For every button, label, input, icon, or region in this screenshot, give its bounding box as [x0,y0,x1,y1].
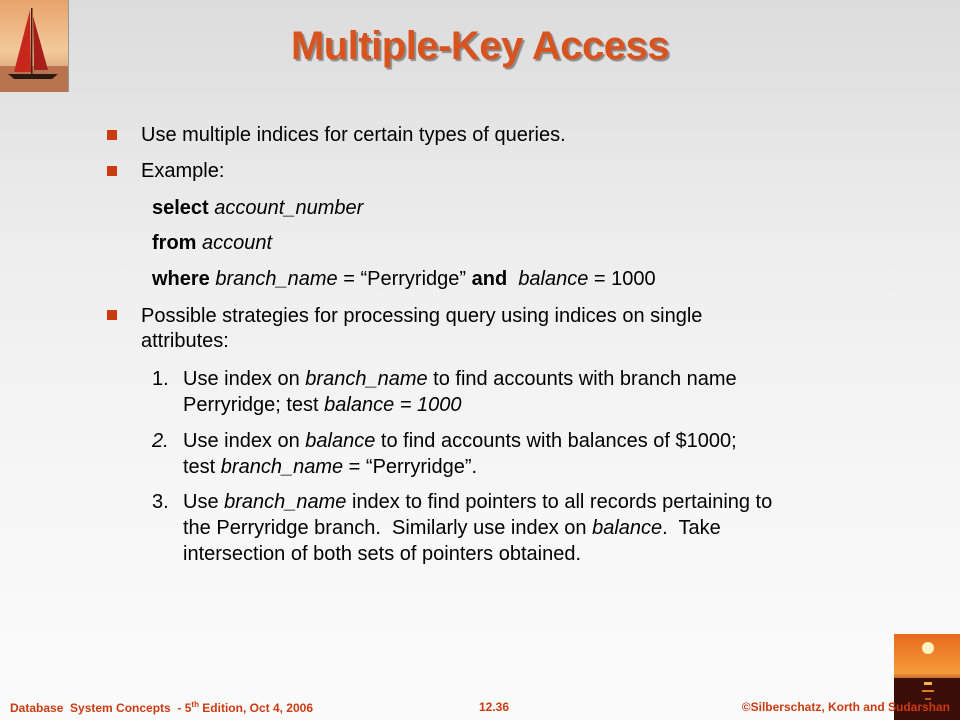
strategy-text-part: Use index on [183,430,306,452]
sql-keyword: and [471,268,508,290]
strategy-text-part: Use index on [183,368,306,390]
query-select-line [152,195,363,221]
footer-page-number: 12.36 [479,700,510,714]
strategy-text-part: test [183,456,221,478]
slide-title: Multiple-Key Access [290,24,670,68]
strategy-attr: balance [592,517,663,539]
bullet-text: Example: [141,160,225,182]
sql-keyword: select [152,197,209,219]
strategy-text [183,515,721,541]
query-where-line [152,266,656,292]
strategy-attr: branch_name [220,456,344,478]
query-from-line [152,230,272,256]
strategy-number: 2. [152,430,169,452]
footer-book-title: Database System Concepts - 5 [10,701,192,715]
footer-copyright: ©Silberschatz, Korth and Sudarshan [741,700,950,714]
strategy-text-part: Perryridge; test [183,394,325,416]
strategy-attr: branch_name [224,491,347,513]
strategy-text [183,366,737,392]
strategy-text-part: . Take [662,517,721,539]
strategy-text-part: = “Perryridge”. [343,456,478,478]
strategy-text-part: index to find pointers to all records pertaining to [346,491,773,513]
strategy-attr: balance = 1000 [324,394,462,416]
strategy-attr: branch_name [305,368,428,390]
strategy-text-part: to find accounts with branch name [427,368,737,390]
strategy-text-part: Use [183,491,225,513]
bullet-text: Possible strategies for processing query using indices on single [141,305,703,327]
strategy-text-part: to find accounts with balances of $1000; [375,430,737,452]
bullet-text: attributes: [141,330,229,352]
footer-sup: th [191,700,199,709]
strategy-text [183,454,477,480]
sql-attribute: account_number [214,197,364,219]
strategy-attr: balance [305,430,376,452]
sql-text: = 1000 [588,268,656,290]
strategy-text [183,428,737,454]
strategy-text-part: the Perryridge branch. Similarly use index on [183,517,593,539]
sql-keyword: from [152,232,197,254]
sql-attribute: branch_name [215,268,338,290]
strategy-number: 3. [152,491,169,513]
sql-text: = “Perryridge” [337,268,472,290]
strategy-text [183,392,462,418]
strategy-number: 1. [152,368,169,390]
sql-relation: account [202,232,273,254]
footer-left [10,700,313,715]
sql-keyword: where [152,268,210,290]
sql-attribute: balance [518,268,589,290]
bullet-marker [107,166,117,176]
bullet-marker [107,310,117,320]
footer-edition: Edition, Oct 4, 2006 [198,701,314,715]
bullet-marker [107,130,117,140]
strategy-text: intersection of both sets of pointers obtained. [183,543,582,565]
bullet-text: Use multiple indices for certain types of queries. [141,124,566,146]
strategy-text [183,489,772,515]
